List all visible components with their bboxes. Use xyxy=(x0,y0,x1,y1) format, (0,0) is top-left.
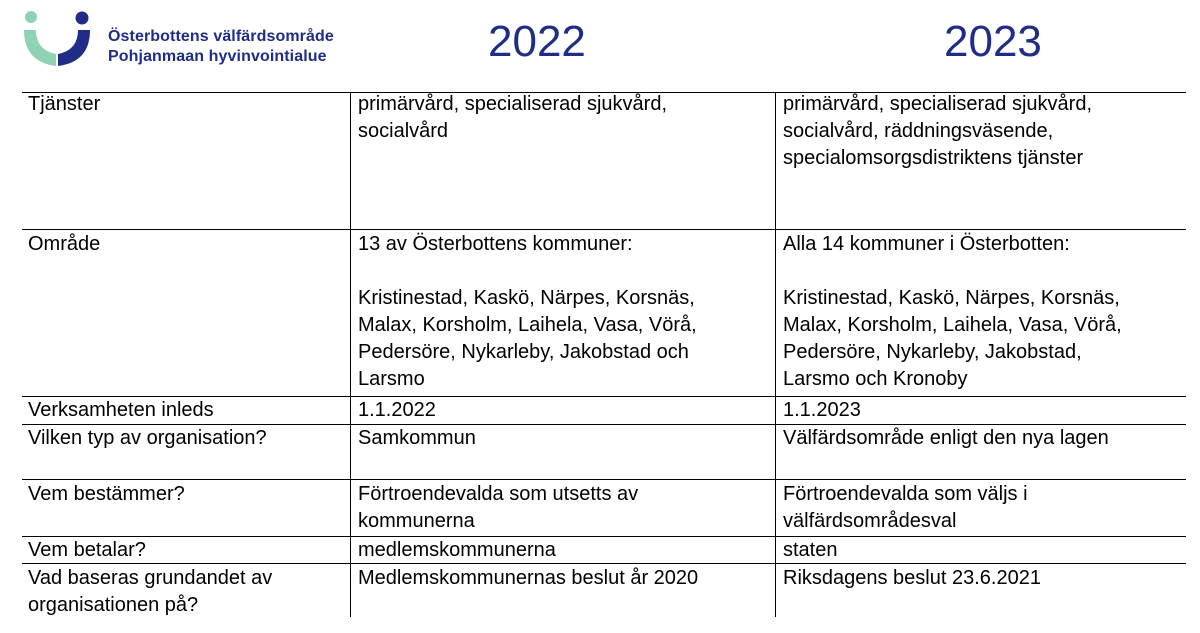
organization-logo xyxy=(22,10,382,70)
row-label-founding-basis: Vad baseras grundandet av organisationen på? xyxy=(28,567,273,616)
start-date-2023: 1.1.2023 xyxy=(783,399,861,421)
organization-name-finnish: Pohjanmaan hyvinvointialue xyxy=(108,48,327,65)
founding-basis-2023: Riksdagens beslut 23.6.2021 xyxy=(783,567,1041,589)
decision-makers-2023: Förtroendevalda som väljs i välfärdsområdesval xyxy=(783,483,1028,532)
row-label-area: Område xyxy=(28,233,101,255)
welfare-area-logo-icon xyxy=(22,10,94,70)
decision-makers-2022: Förtroendevalda som utsetts av kommunerna xyxy=(358,483,639,532)
area-2023: Alla 14 kommuner i Österbotten: Kristinestad, Kaskö, Närpes, Korsnäs, Malax, Korsholm, Laihela, Vasa, Vörå, Pedersöre, Nykarleby, Jakobstad, Larsmo och Kronoby xyxy=(783,233,1122,390)
organization-type-2023: Välfärdsområde enligt den nya lagen xyxy=(783,427,1109,449)
payer-2023: staten xyxy=(783,539,838,561)
area-2022: 13 av Österbottens kommuner: Kristinestad, Kaskö, Närpes, Korsnäs, Malax, Korsholm, Laihela, Vasa, Vörå, Pedersöre, Nykarleby, Jakobstad och Larsmo xyxy=(358,233,697,390)
year-2023-heading: 2023 xyxy=(944,17,1042,66)
organization-name xyxy=(108,27,334,67)
services-2023: primärvård, specialiserad sjukvård, socialvård, räddningsväsende, specialomsorgsdistriktens tjänster xyxy=(783,93,1093,169)
payer-2022: medlemskommunerna xyxy=(358,539,556,561)
organization-type-2022: Samkommun xyxy=(358,427,476,449)
row-divider xyxy=(22,479,1186,480)
row-divider xyxy=(22,229,1186,230)
row-label-payer: Vem betalar? xyxy=(28,539,146,561)
row-label-start-date: Verksamheten inleds xyxy=(28,399,214,421)
row-label-organization-type: Vilken typ av organisation? xyxy=(28,427,267,449)
organization-name-swedish: Österbottens välfärdsområde xyxy=(108,28,334,45)
services-2022: primärvård, specialiserad sjukvård, socialvård xyxy=(358,93,668,142)
start-date-2022: 1.1.2022 xyxy=(358,399,436,421)
row-label-services: Tjänster xyxy=(28,93,101,115)
column-divider xyxy=(350,92,351,617)
founding-basis-2022: Medlemskommunernas beslut år 2020 xyxy=(358,567,699,589)
row-label-decision-makers: Vem bestämmer? xyxy=(28,483,185,505)
column-divider xyxy=(775,92,776,617)
year-2022-heading: 2022 xyxy=(488,17,586,66)
